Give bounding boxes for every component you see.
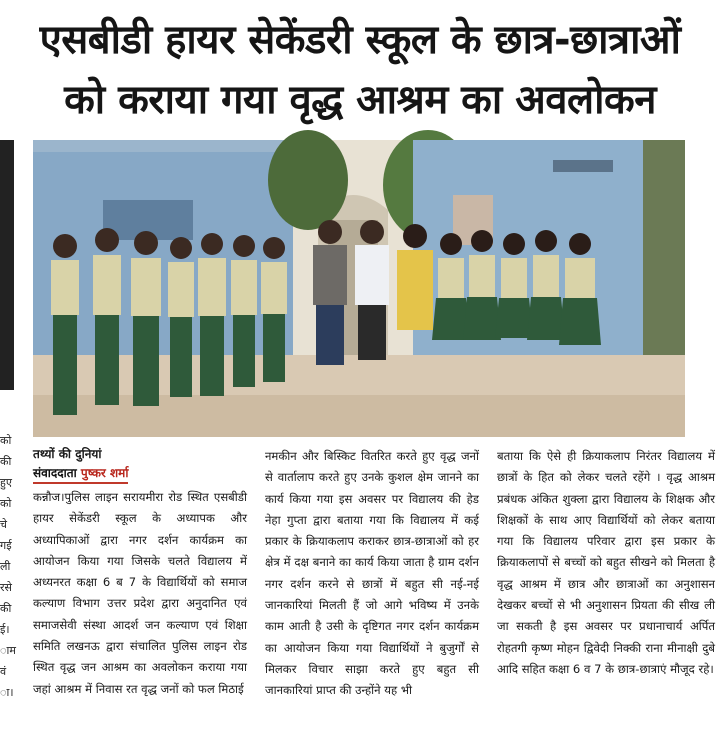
adjacent-fragment: की: [0, 602, 12, 615]
adjacent-article-image-strip: [0, 140, 14, 390]
article-text-col-3: बताया कि ऐसे ही क्रियाकलाप निरंतर विद्यालय में छात्रों के हित को लेकर चलते रहेंगे । वृद्ध आश्रम प्रबंधक अंकित शुक्ला द्वारा विद्यालय के शिक्षक और शिक्षकों के साथ आए विद्यार्थियों को लेकर बताया गया कि विद्यालय परिवार द्वारा इस प्रकार के क्रियाकलापों से बच्चों को बहुत सीखने को मिलता है वृद्ध आश्रम में छात्र और छात्राओं का अनुशासन देखकर बच्चों से भी अनुशासन प्रियता की सीख ली जा सकती है इस अवसर पर प्रधानाचार्य अर्पित रोहतगी कृष्ण मोहन द्विवेदी निक्की राना मीनाक्षी दुबे आदि सहित कक्षा 6 व 7 के छात्र-छात्राएं मौजूद रहे।: [497, 449, 715, 676]
article-column-2: [265, 446, 479, 702]
adjacent-fragment: को: [0, 497, 12, 510]
article-column-1: [33, 446, 247, 700]
article-text-col-2: नमकीन और बिस्किट वितरित करते हुए वृद्ध जनों से वार्तालाप करते हुए उनके कुशल क्षेम जानने का कार्य किया गया इस अवसर पर विद्यालय की हेड नेहा गुप्ता द्वारा बताया गया कि विद्यालय में कई प्रकार के क्रियाकलाप कराकर छात्र-छात्राओं को हर क्षेत्र में दक्ष बनाने का कार्य किया जाता है ग्राम दर्शन नगर दर्शन करने से छात्रों में बहुत सी नई-नई जानकारियां मिलती हैं जो आगे भविष्य में उनके काम आती है उसी के दृष्टिगत नगर दर्शन कार्यक्रम का आयोजन किया गया विद्यार्थियों ने बुजुर्गों से मिलकर विचार साझा करते हुए बहुत सी जानकारियां प्राप्त की उन्होंने यह भी: [265, 449, 479, 698]
adjacent-fragment: गई: [0, 539, 12, 552]
byline-reporter: पुष्कर शर्मा: [80, 466, 129, 480]
adjacent-fragment: ाम: [0, 644, 16, 657]
group-photo: [33, 140, 685, 437]
article-column-3: [497, 446, 715, 680]
article-text-col-1: कन्नौज।पुलिस लाइन सरायमीरा रोड स्थित एसबीडी हायर सेकेंडरी स्कूल के अध्यापक और अध्यापिकाओं द्वारा नगर दर्शन कार्यक्रम का आयोजन किया गया जिसके चलते विद्यालय में अध्यनरत कक्षा 6 ब 7 के विद्यार्थियों को समाज कल्याण विभाग उत्तर प्रदेश द्वारा अनुदानित एवं समाजसेवी संस्था आदर्श जन कल्याण एवं शिक्षा समिति लखनऊ द्वारा संचालित पुलिस लाइन रोड स्थित वृद्ध जन आश्रम का अवलोकन कराया गया जहां आश्रम में निवास रत वृद्ध जनों को फल मिठाई: [33, 490, 247, 696]
adjacent-fragment: ा।: [0, 686, 14, 699]
adjacent-fragment: रसे: [0, 581, 12, 594]
adjacent-fragment: को: [0, 434, 12, 447]
adjacent-fragment: ली: [0, 560, 11, 573]
adjacent-fragment: वं: [0, 665, 7, 678]
adjacent-fragment: ई।: [0, 623, 10, 636]
headline-line-2: को कराया गया वृद्ध आश्रम का अवलोकन: [64, 77, 656, 123]
adjacent-fragment: चे: [0, 518, 7, 531]
headline-line-1: एसबीडी हायर सेकेंडरी स्कूल के छात्र-छात्राओं: [39, 17, 681, 63]
adjacent-fragment: हुए: [0, 476, 12, 489]
byline-kicker: तथ्यों की दुनियां: [33, 447, 102, 461]
group-photo-illustration: [33, 140, 685, 437]
byline-prefix: संवाददाता: [33, 466, 77, 480]
adjacent-article-text-fragments: [0, 430, 14, 703]
adjacent-fragment: की: [0, 455, 12, 468]
byline: [33, 465, 128, 484]
